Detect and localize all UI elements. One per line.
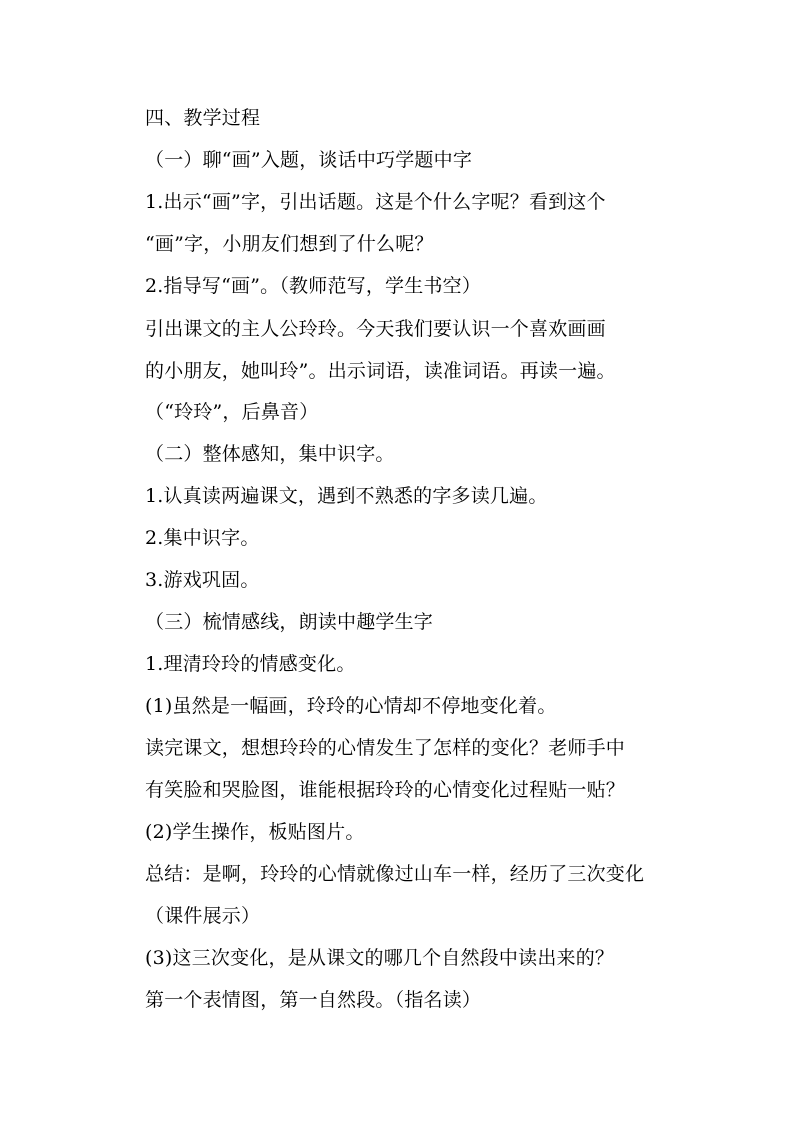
paragraph-line: (1)虽然是一幅画，玲玲的心情却不停地变化着。: [145, 695, 557, 717]
paragraph-line: 2.指导写“画”。（教师范写，学生书空）: [145, 275, 482, 297]
paragraph-line: 1.认真读两遍课文，遇到不熟悉的字多读几遍。: [145, 485, 548, 507]
paragraph-line: 的小朋友，她叫玲”。出示词语，读准词语。再读一遍。: [145, 360, 616, 382]
subsection-heading-1: （一）聊“画”入题，谈话中巧学题中字: [145, 149, 473, 171]
paragraph-line: (3)这三次变化，是从课文的哪几个自然段中读出来的？: [145, 947, 615, 969]
paragraph-line: （“玲玲”，后鼻音）: [145, 401, 319, 423]
section-heading: 四、教学过程: [145, 107, 261, 129]
paragraph-line: 2.集中识字。: [145, 527, 260, 549]
paragraph-line: 总结：是啊，玲玲的心情就像过山车一样，经历了三次变化: [145, 863, 645, 885]
paragraph-line: 读完课文，想想玲玲的心情发生了怎样的变化？老师手中: [145, 737, 626, 759]
paragraph-line: “画”字，小朋友们想到了什么呢？: [145, 233, 434, 255]
paragraph-line: 有笑脸和哭脸图，谁能根据玲玲的心情变化过程贴一贴？: [145, 779, 626, 801]
subsection-heading-2: （二）整体感知，集中识字。: [145, 443, 395, 465]
paragraph-line: （课件展示）: [145, 905, 261, 927]
paragraph-line: 3.游戏巩固。: [145, 569, 260, 591]
paragraph-line: 第一个表情图，第一自然段。（指名读）: [145, 989, 482, 1011]
subsection-heading-3: （三）梳情感线，朗读中趣学生字: [145, 611, 434, 633]
paragraph-line: 1.出示“画”字，引出话题。这是个什么字呢？看到这个: [145, 191, 606, 213]
paragraph-line: 1.理清玲玲的情感变化。: [145, 653, 356, 675]
paragraph-line: 引出课文的主人公玲玲。今天我们要认识一个喜欢画画: [145, 318, 606, 340]
paragraph-line: (2)学生操作，板贴图片。: [145, 821, 365, 843]
